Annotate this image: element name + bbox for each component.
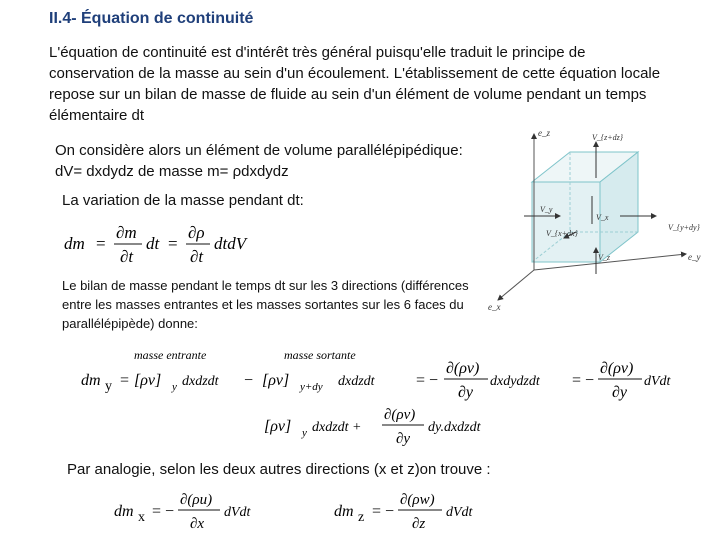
axis-y-label: e_y [688, 252, 701, 262]
eq2-rest3: dxdydzdt [490, 374, 540, 389]
flux-bottom-label: V_z [598, 253, 610, 262]
equation-balance-y [78, 345, 678, 450]
eq3-dmx: dm [114, 503, 134, 520]
eq2-line2-tail: dy.dxdzdt [428, 420, 481, 435]
eq1-num: ∂m [116, 223, 137, 242]
eq2-line2-sub: y [302, 427, 307, 439]
eq3-sub-x: x [138, 510, 145, 525]
flux-right-label: V_{y+dy} [668, 223, 700, 232]
eq3-rest-x: dVdt [224, 505, 251, 520]
eq2-rest4: dVdt [644, 374, 671, 389]
cube-front-face [532, 182, 600, 262]
eq3-num-z: ∂(ρw) [400, 492, 435, 508]
eq2-equals3: = − [416, 372, 439, 389]
mass-balance-text: Le bilan de masse pendant le temps dt sur les 3 directions (différences entre les masses entrantes et les masses sortantes sur les 6 faces du parallélépipède) donne: [62, 278, 469, 331]
eq1-dt: dt [146, 234, 160, 253]
eq2-flux-in: [ρv] [134, 372, 162, 389]
equation-mass-variation [60, 220, 290, 272]
flux-front-out-label: V_{x+dx} [546, 229, 578, 238]
eq2-line2-num: ∂(ρv) [384, 407, 416, 423]
eq3-den-x: ∂x [190, 516, 205, 532]
equation-balance-xz [110, 486, 510, 538]
eq1-equals2: = [168, 234, 178, 253]
eq3-num-x: ∂(ρu) [180, 492, 213, 508]
mass-variation-text: La variation de la masse pendant dt: [62, 192, 304, 209]
eq2-equals: = [120, 372, 130, 389]
eq3-equals-x: = − [152, 503, 175, 520]
intro-paragraph: L'équation de continuité est d'intérêt très général puisqu'elle traduit le principe de conservation de la masse au sein d'un écoulement. L'établissement de cette équation locale repose sur un bilan de masse de fluide au sein d'un élément de volume pendant un temps élémentaire dt [49, 44, 661, 124]
eq3-equals-z: = − [372, 503, 395, 520]
eq2-frac-den: ∂y [458, 384, 474, 401]
eq1-rest: dtdV [214, 234, 247, 253]
analogy-text: Par analogie, selon les deux autres directions (x et z)on trouve : [67, 461, 491, 478]
eq2-line2-rest: dxdzdt + [312, 420, 362, 435]
volume-element-text: On considère alors un élément de volume parallélépipédique: dV= dxdydz de masse m= ρdxdydz [55, 142, 463, 180]
eq2-sub-y: y [105, 379, 112, 394]
eq3-dmz: dm [334, 503, 354, 520]
eq1-den: ∂t [120, 247, 134, 266]
eq1-dm: dm [64, 234, 85, 253]
flux-front-in-label: V_x [596, 213, 609, 222]
eq3-den-z: ∂z [412, 516, 426, 532]
eq3-sub-z: z [358, 510, 365, 525]
flux-left-label: V_y [540, 205, 553, 214]
flux-top-label: V_{z+dz} [592, 133, 623, 142]
eq2-label-in: masse entrante [134, 348, 207, 362]
eq1-equals: = [96, 234, 106, 253]
eq2-sub-out: y+dy [300, 381, 323, 393]
eq2-flux-out: [ρv] [262, 372, 290, 389]
eq2-frac-num: ∂(ρv) [446, 360, 480, 377]
eq1-num2: ∂ρ [188, 223, 205, 242]
eq2-rest-in: dxdzdt [182, 374, 219, 389]
eq2-frac-den2: ∂y [612, 384, 628, 401]
parallelepiped-diagram [480, 120, 710, 320]
eq2-label-out: masse sortante [284, 348, 356, 362]
eq2-rest-out: dxdzdt [338, 374, 375, 389]
eq2-line2-den: ∂y [396, 431, 411, 447]
eq2-sub-in: y [172, 381, 177, 393]
eq2-equals4: = − [572, 372, 595, 389]
eq3-rest-z: dVdt [446, 505, 473, 520]
eq2-frac-num2: ∂(ρv) [600, 360, 634, 377]
axis-z-label: e_z [538, 128, 550, 138]
axis-x [498, 270, 534, 300]
slide-title: II.4- Équation de continuité [49, 10, 254, 27]
eq1-den2: ∂t [190, 247, 204, 266]
eq2-minus: − [244, 372, 254, 389]
axis-x-label: e_x [488, 302, 501, 312]
eq2-line2-flux: [ρv] [264, 418, 292, 435]
eq2-dm: dm [81, 372, 101, 389]
